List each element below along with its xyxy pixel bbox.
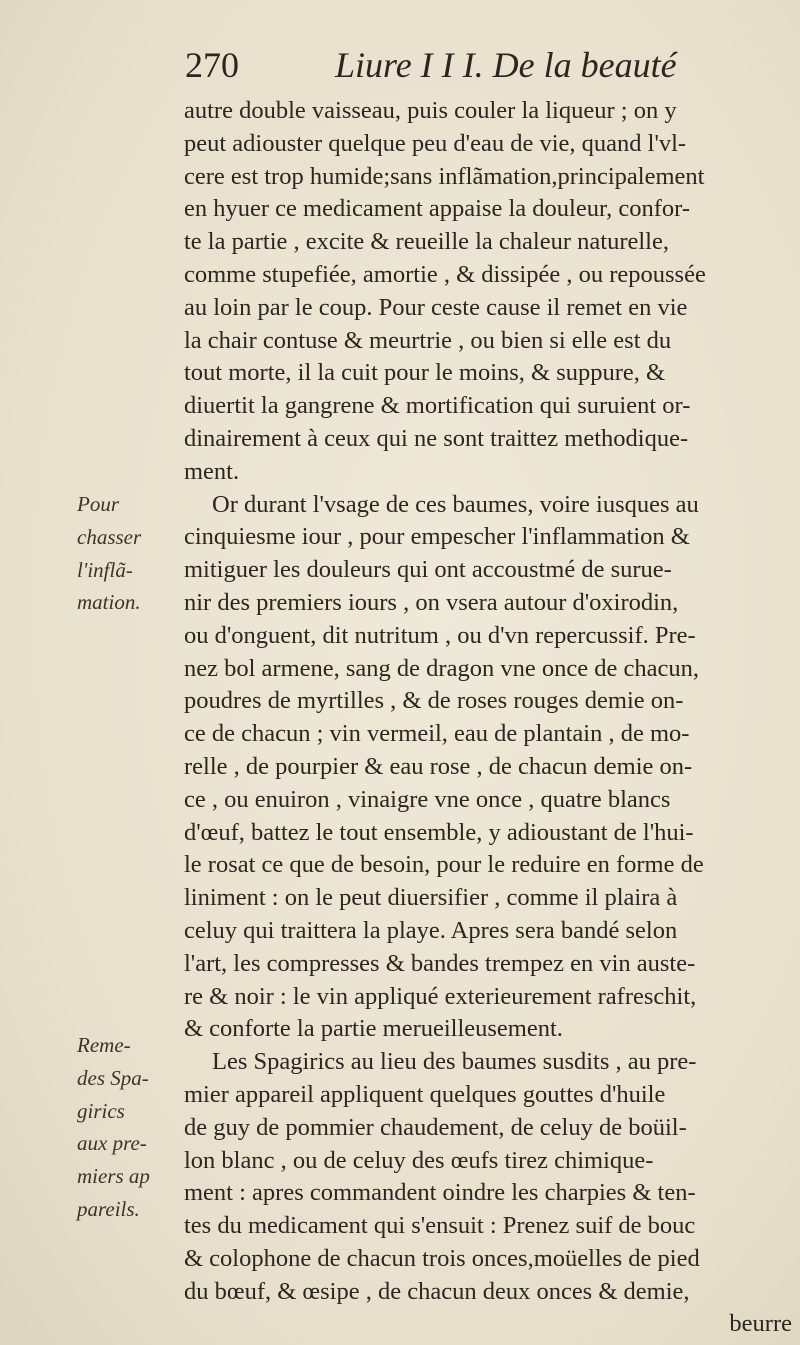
margin-note-line: chasser bbox=[77, 524, 142, 549]
text-line: te la partie , excite & reueille la chaleur naturelle, bbox=[184, 228, 669, 256]
margin-note-spagiric-remedies bbox=[77, 1029, 177, 1226]
page-number: 270 bbox=[185, 45, 239, 85]
text-line: tes du medicament qui s'ensuit : Prenez suif de bouc bbox=[184, 1212, 696, 1240]
text-line: nez bol armene, sang de dragon vne once de chacun, bbox=[184, 654, 699, 682]
text-line: diuertit la gangrene & mortification qui suruient or- bbox=[184, 392, 691, 420]
paragraph-start-line: Or durant l'vsage de ces baumes, voire iusques au bbox=[212, 490, 699, 518]
text-line: ce de chacun ; vin vermeil, eau de plantain , de mo- bbox=[184, 720, 690, 748]
page-header bbox=[185, 44, 725, 94]
text-line: ce , ou enuiron , vinaigre vne once , quatre blancs bbox=[184, 785, 671, 813]
text-line: comme stupefiée, amortie , & dissipée , ou repoussée bbox=[184, 260, 706, 288]
text-line: re & noir : le vin appliqué exterieurement rafreschit, bbox=[184, 982, 697, 1010]
running-title: Liure I I I. De la beauté bbox=[335, 45, 677, 85]
text-line: de guy de pommier chaudement, de celuy de boüil- bbox=[184, 1113, 687, 1141]
text-line: liniment : on le peut diuersifier , comme il plaira à bbox=[184, 884, 678, 912]
text-line: l'art, les compresses & bandes trempez en vin auste- bbox=[184, 949, 696, 977]
text-line: tout morte, il la cuit pour le moins, & suppure, & bbox=[184, 359, 666, 387]
margin-note-line: des Spa- bbox=[77, 1065, 149, 1090]
text-line: ment. bbox=[184, 457, 240, 485]
text-line: relle , de pourpier & eau rose , de chacun demie on- bbox=[184, 752, 693, 780]
catchword: beurre bbox=[729, 1310, 792, 1338]
margin-note-line: girics bbox=[77, 1098, 125, 1123]
text-line: poudres de myrtilles , & de roses rouges demie on- bbox=[184, 687, 684, 715]
text-line: mier appareil appliquent quelques gouttes d'huile bbox=[184, 1080, 666, 1108]
text-line: la chair contuse & meurtrie , ou bien si elle est du bbox=[184, 326, 672, 354]
text-line: du bœuf, & œsipe , de chacun deux onces & demie, bbox=[184, 1277, 690, 1305]
margin-note-line: pareils. bbox=[77, 1196, 140, 1221]
text-line: nir des premiers iours , on vsera autour d'oxirodin, bbox=[184, 588, 679, 616]
text-line: d'œuf, battez le tout ensemble, y adioustant de l'hui- bbox=[184, 818, 694, 846]
text-line: & conforte la partie merueilleusement. bbox=[184, 1015, 563, 1043]
text-line: ment : apres commandent oindre les charpies & ten- bbox=[184, 1179, 696, 1207]
text-line: & colophone de chacun trois onces,moüelles de pied bbox=[184, 1244, 700, 1272]
text-line: lon blanc , ou de celuy des œufs tirez chimique- bbox=[184, 1146, 654, 1174]
margin-note-line: Pour bbox=[77, 492, 119, 516]
text-line: ou d'onguent, dit nutritum , ou d'vn repercussif. Pre- bbox=[184, 621, 696, 649]
text-line: mitiguer les douleurs qui ont accoustmé de surue- bbox=[184, 556, 672, 584]
margin-note-line: miers ap bbox=[77, 1164, 150, 1189]
text-line: cinquiesme iour , pour empescher l'inflammation & bbox=[184, 523, 690, 551]
paragraph-start-line: Les Spagirics au lieu des baumes susdits , au pre- bbox=[212, 1048, 697, 1076]
text-line: autre double vaisseau, puis couler la liqueur ; on y bbox=[184, 97, 677, 124]
text-line: en hyuer ce medicament appaise la douleur, confor- bbox=[184, 195, 690, 223]
body-text bbox=[184, 95, 792, 1341]
text-line: dinairement à ceux qui ne sont traittez methodique- bbox=[184, 424, 689, 452]
text-line: celuy qui traittera la playe. Apres sera bandé selon bbox=[184, 916, 678, 944]
text-line: au loin par le coup. Pour ceste cause il remet en vie bbox=[184, 293, 688, 321]
text-line: peut adiouster quelque peu d'eau de vie, quand l'vl- bbox=[184, 129, 687, 157]
margin-note-inflammation bbox=[77, 488, 177, 619]
text-line: le rosat ce que de besoin, pour le reduire en forme de bbox=[184, 851, 704, 879]
margin-note-line: mation. bbox=[77, 590, 141, 615]
text-line: cere est trop humide;sans inflãmation,principalement bbox=[184, 162, 705, 190]
margin-note-line: aux pre- bbox=[77, 1131, 147, 1156]
margin-note-line: Reme- bbox=[77, 1033, 131, 1057]
margin-note-line: l'inflã- bbox=[77, 557, 133, 582]
